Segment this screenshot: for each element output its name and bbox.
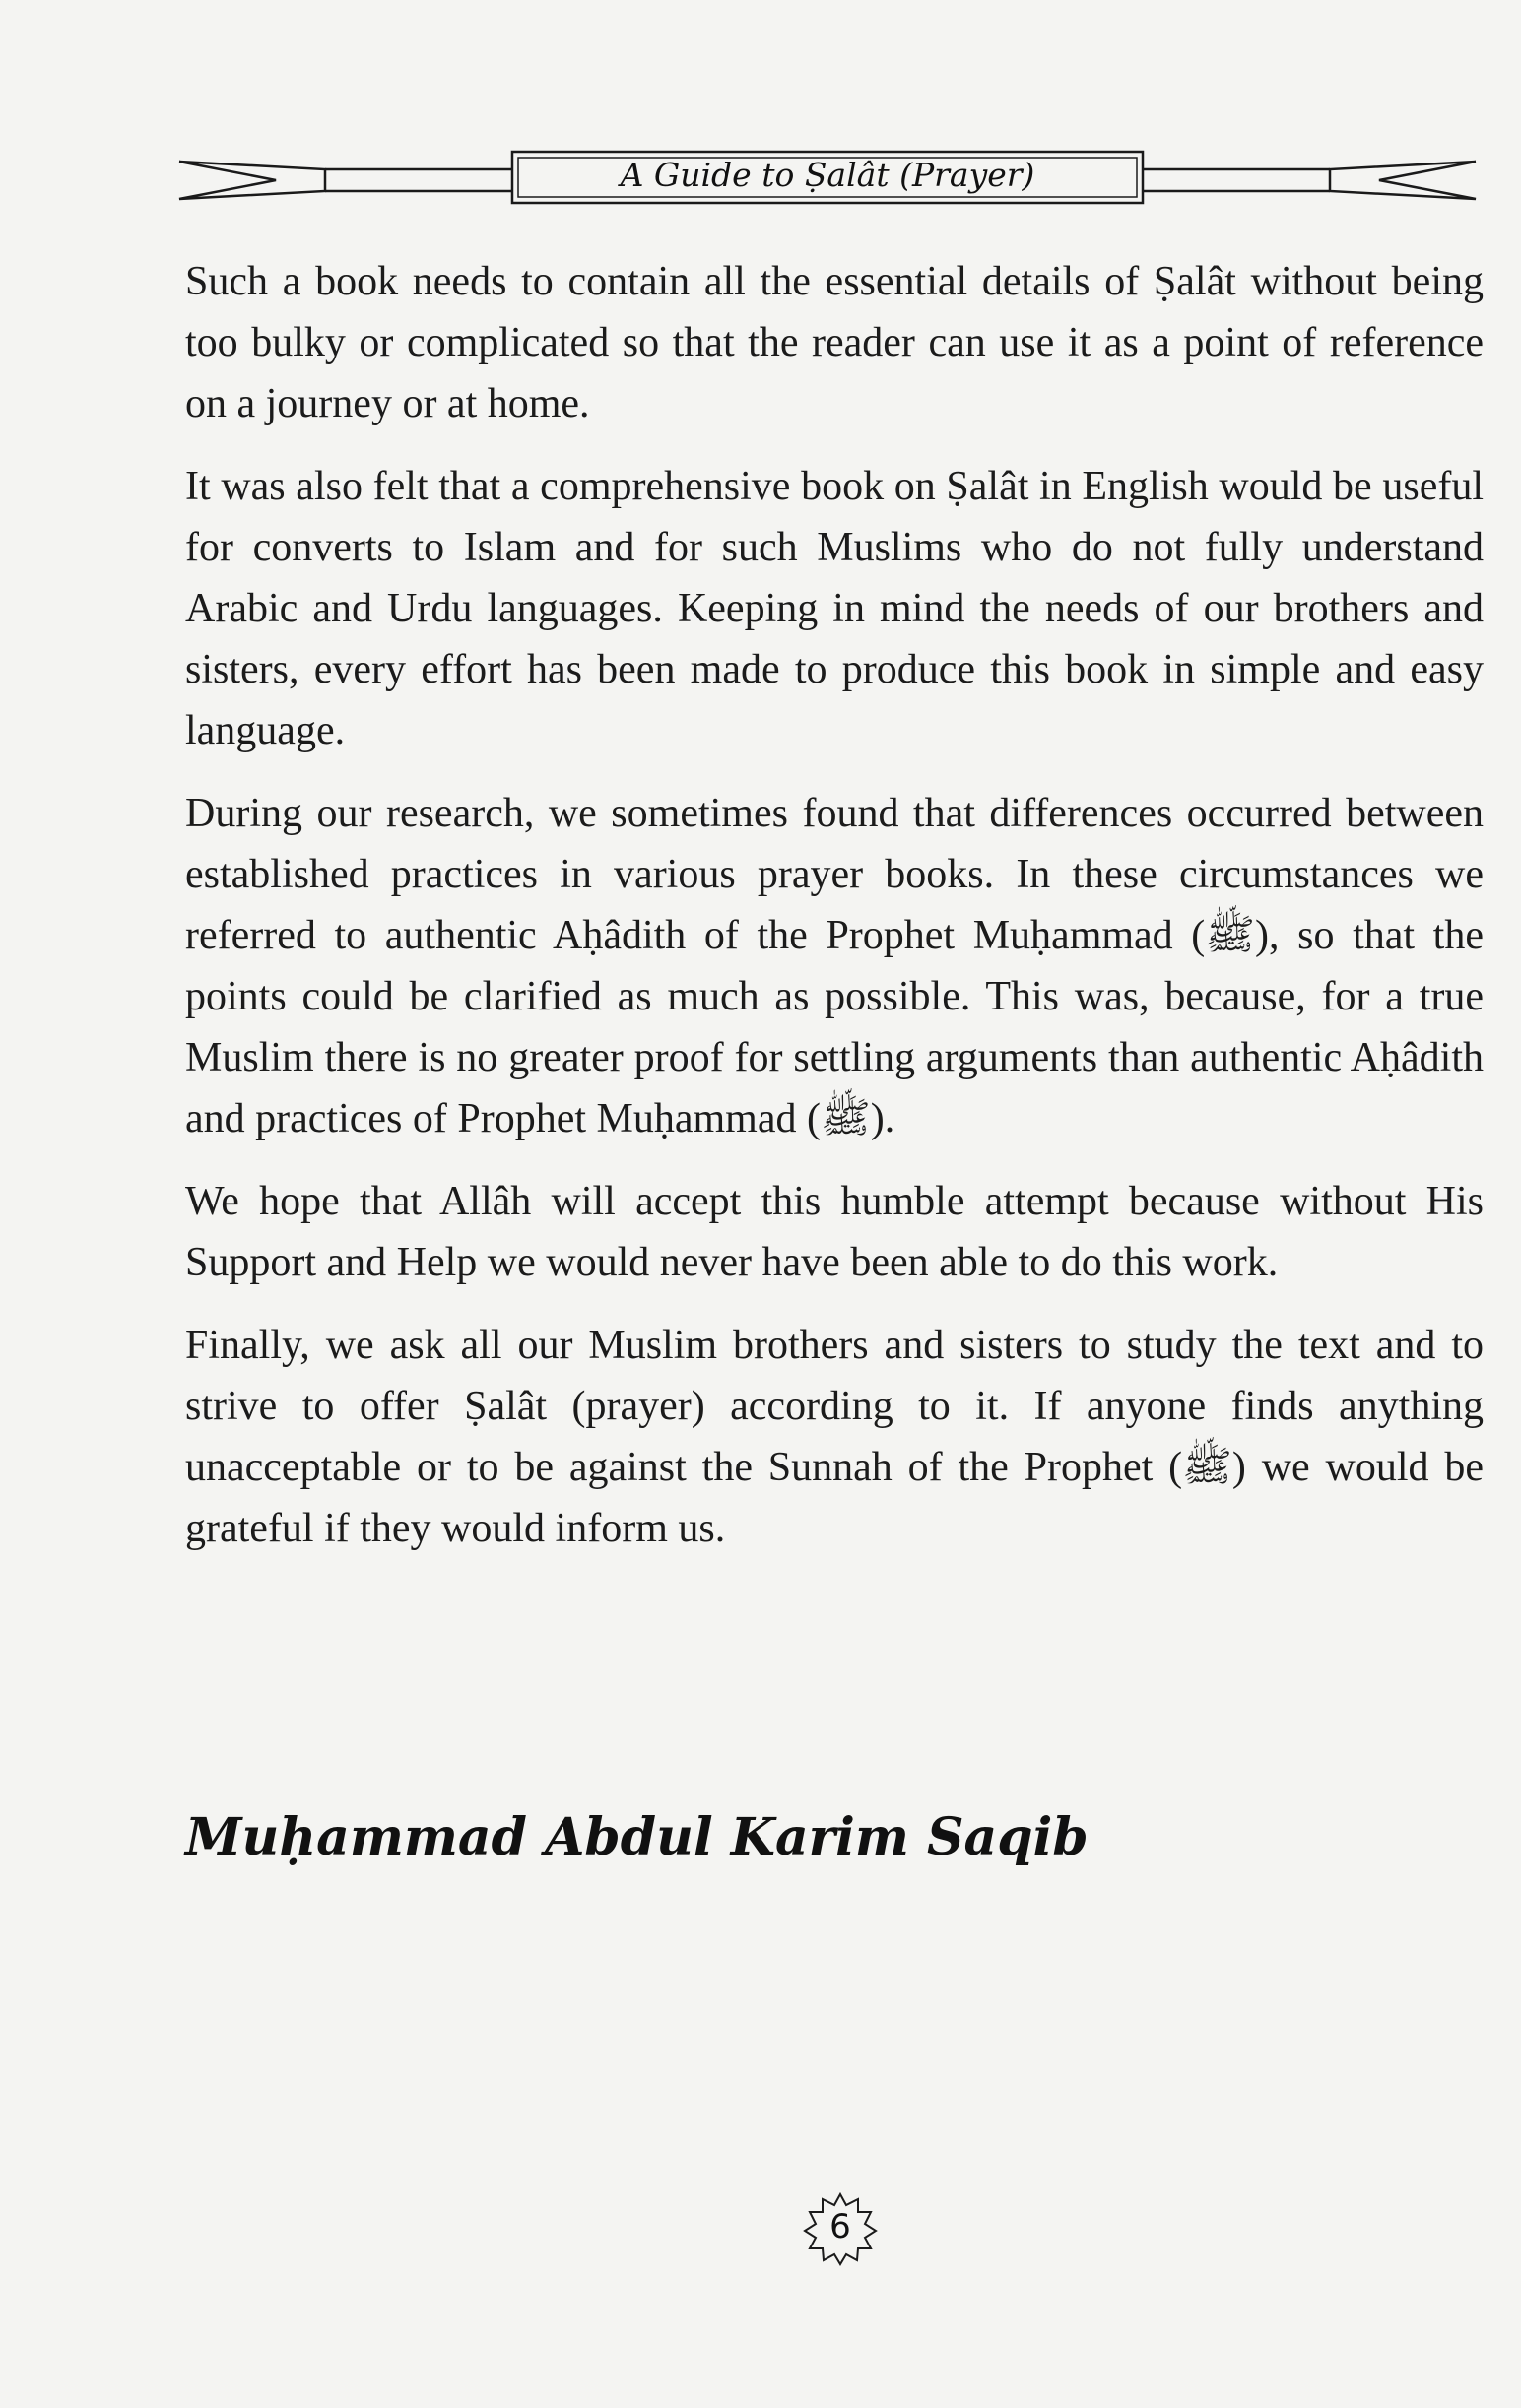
paragraph-1: Such a book needs to contain all the essential details of Ṣalât without being too bulky or complicated so that the reader can use it as a point of reference on a journey or at home. xyxy=(185,259,1484,426)
main-text xyxy=(185,251,1484,1581)
page-number-badge xyxy=(803,2191,878,2266)
author-signature: Muḥammad Abdul Karim Saqib xyxy=(185,1807,1089,1867)
paragraph-5: Finally, we ask all our Muslim brothers and sisters to study the text and to strive to offer Ṣalât (prayer) according to it. If anyone finds anything unacceptable or to be against the Sunnah of the Prophet (ﷺ) we would be grateful if they would inform us. xyxy=(185,1323,1484,1551)
running-header xyxy=(177,148,1478,207)
header-title: A Guide to Ṣalât (Prayer) xyxy=(620,156,1035,194)
paragraph-3: During our research, we sometimes found that differences occurred between established practices in various prayer books. In these circumstances we referred to authentic Aḥâdith of the Prophet Muḥammad (ﷺ), so that the points could be clarified as much as possible. This was, because, for a true Muslim there is no greater proof for settling arguments than authentic Aḥâdith and practices of Prophet Muḥammad (ﷺ). xyxy=(185,791,1484,1141)
paragraph-2: It was also felt that a comprehensive book on Ṣalât in English would be useful for converts to Islam and for such Muslims who do not fully understand Arabic and Urdu languages. Keeping in mind the needs of our brothers and sisters, every effort has been made to produce this book in simple and easy language. xyxy=(185,464,1484,753)
page-number: 6 xyxy=(829,2207,851,2246)
paragraph-4: We hope that Allâh will accept this humble attempt because without His Support and Help we would never have been able to do this work. xyxy=(185,1179,1484,1285)
